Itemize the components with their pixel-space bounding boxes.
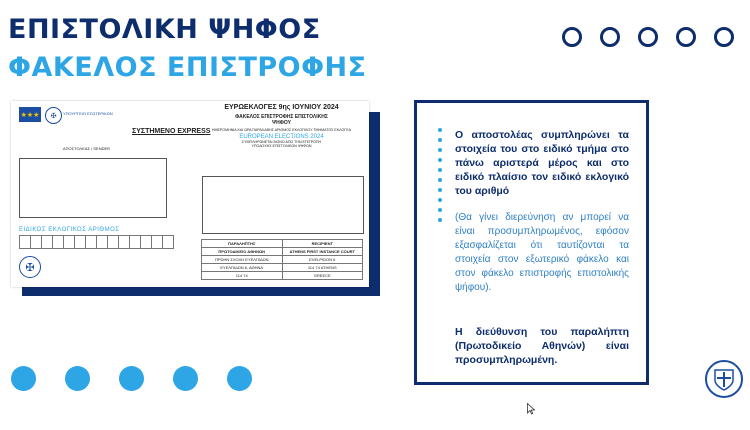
envelope-sender-label: ΑΠΟΣΤΟΛΕΑΣ / SENDER bbox=[63, 146, 111, 151]
recipient-cell: GREECE bbox=[282, 272, 363, 280]
slide-title-line1: ΕΠΙΣΤΟΛΙΚΗ ΨΗΦΟΣ bbox=[8, 14, 321, 45]
decorative-dot-row bbox=[11, 366, 252, 391]
recipient-cell: ΕΥΕΛΠΙΔΩΝ 6, ΑΘΗΝΑ bbox=[202, 264, 283, 272]
mouse-cursor-icon bbox=[527, 402, 535, 420]
envelope-info-line: ΗΜΕΡΟΜΗΝΙΑ ΚΑΙ ΩΡΑ ΠΑΡΑΛΑΒΗΣ ΑΡΙΘΜΟΣ ΕΚΛΟΓΙΚΟΥ ΤΜΗΜΑΤΟΣ ΕΚΛΟΓΕΑ bbox=[211, 128, 352, 132]
recipient-table bbox=[201, 239, 363, 280]
envelope-elections-en: EUROPEAN ELECTIONS 2024 bbox=[239, 134, 324, 140]
decorative-ring-row bbox=[562, 27, 734, 47]
ring-icon bbox=[638, 27, 658, 47]
panel-paragraph-recipient: Η διεύθυνση του παραλήπτη (Πρωτοδικείο Αθηνών) είναι προσυμπληρωμένη. bbox=[455, 326, 629, 366]
sender-box bbox=[19, 158, 167, 218]
dot-icon bbox=[65, 366, 90, 391]
recipient-cell: 114 74 bbox=[202, 272, 283, 280]
envelope-return-line1: ΦΑΚΕΛΟΣ ΕΠΙΣΤΡΟΦΗΣ ΕΠΙΣΤΟΛΙΚΗΣ bbox=[235, 114, 328, 120]
recipient-header-gr: ΠΑΡΑΛΗΠΤΗΣ bbox=[202, 240, 283, 248]
special-number-boxes bbox=[19, 235, 173, 249]
dot-icon bbox=[227, 366, 252, 391]
panel-paragraph-sender: Ο αποστολέας συμπληρώνει τα στοιχεία του στο ειδικό τμήμα στο πάνω αριστερά μέρος και στο ειδικό πλαίσιο τον ειδικό εκλογικό του αριθμό bbox=[455, 129, 629, 197]
dotted-line-icon bbox=[438, 128, 442, 222]
slide-title-line2: ΦΑΚΕΛΟΣ ΕΠΙΣΤΡΟΦΗΣ bbox=[8, 52, 367, 83]
envelope-committee-line1: ΣΥΜΠΛΗΡΩΝΕΤΑΙ ΜΟΝΟ ΑΠΟ ΤΗΝ ΕΠΙΤΡΟΠΗ bbox=[241, 140, 322, 144]
recipient-header-en: RECIPIENT bbox=[282, 240, 363, 248]
panel-paragraph-note: (Θα γίνει διερεύνηση αν μπορεί να είναι προσυμπληρωμένος, εφόσον εξασφαλίζεται ότι ταυτίζονται τα στοιχεία στον εξωτερικό φάκελο και στον φάκελο επιστροφής επιστολικής ψήφου). bbox=[455, 212, 629, 293]
envelope-header bbox=[199, 104, 364, 148]
envelope-return-line2: ΨΗΦΟΥ bbox=[272, 120, 291, 126]
dot-icon bbox=[119, 366, 144, 391]
envelope-illustration bbox=[11, 101, 369, 287]
ring-icon bbox=[600, 27, 620, 47]
envelope-ministry: ΥΠΟΥΡΓΕΙΟ ΕΣΩΤΕΡΙΚΩΝ bbox=[63, 111, 113, 116]
greek-emblem-icon: ✠ bbox=[45, 107, 62, 124]
greek-coat-of-arms-icon bbox=[705, 360, 743, 398]
recipient-cell: EVELPIDON 6 bbox=[282, 256, 363, 264]
eu-flag-icon: ★★★ bbox=[19, 107, 41, 122]
recipient-cell: ΠΡΩΗΝ ΣΧΟΛΗ ΕΥΕΛΠΙΔΩΝ bbox=[202, 256, 283, 264]
recipient-cell: ΠΡΩΤΟΔΙΚΕΙΟ ΑΘΗΝΩΝ bbox=[202, 248, 283, 256]
committee-box bbox=[202, 176, 364, 234]
dot-icon bbox=[11, 366, 36, 391]
info-panel bbox=[414, 100, 649, 385]
ring-icon bbox=[714, 27, 734, 47]
envelope-committee-line2: ΥΠΟΔΟΧΗΣ ΕΠΙΣΤΟΛΙΚΩΝ ΨΗΦΩΝ bbox=[251, 144, 312, 148]
dot-icon bbox=[173, 366, 198, 391]
ring-icon bbox=[562, 27, 582, 47]
greek-emblem-icon: ✠ bbox=[19, 256, 41, 278]
ring-icon bbox=[676, 27, 696, 47]
recipient-cell: ATHENS FIRST INSTANCE COURT bbox=[282, 248, 363, 256]
special-number-label: ΕΙΔΙΚΟΣ ΕΚΛΟΓΙΚΟΣ ΑΡΙΘΜΟΣ bbox=[19, 227, 120, 233]
envelope-header-title: ΕΥΡΩΕΚΛΟΓΕΣ 9ης ΙΟΥΝΙΟΥ 2024 bbox=[224, 104, 339, 111]
envelope-express-label: ΣΥΣΤΗΜΕΝΟ EXPRESS bbox=[132, 128, 211, 135]
recipient-cell: 114 74 ATHENS bbox=[282, 264, 363, 272]
